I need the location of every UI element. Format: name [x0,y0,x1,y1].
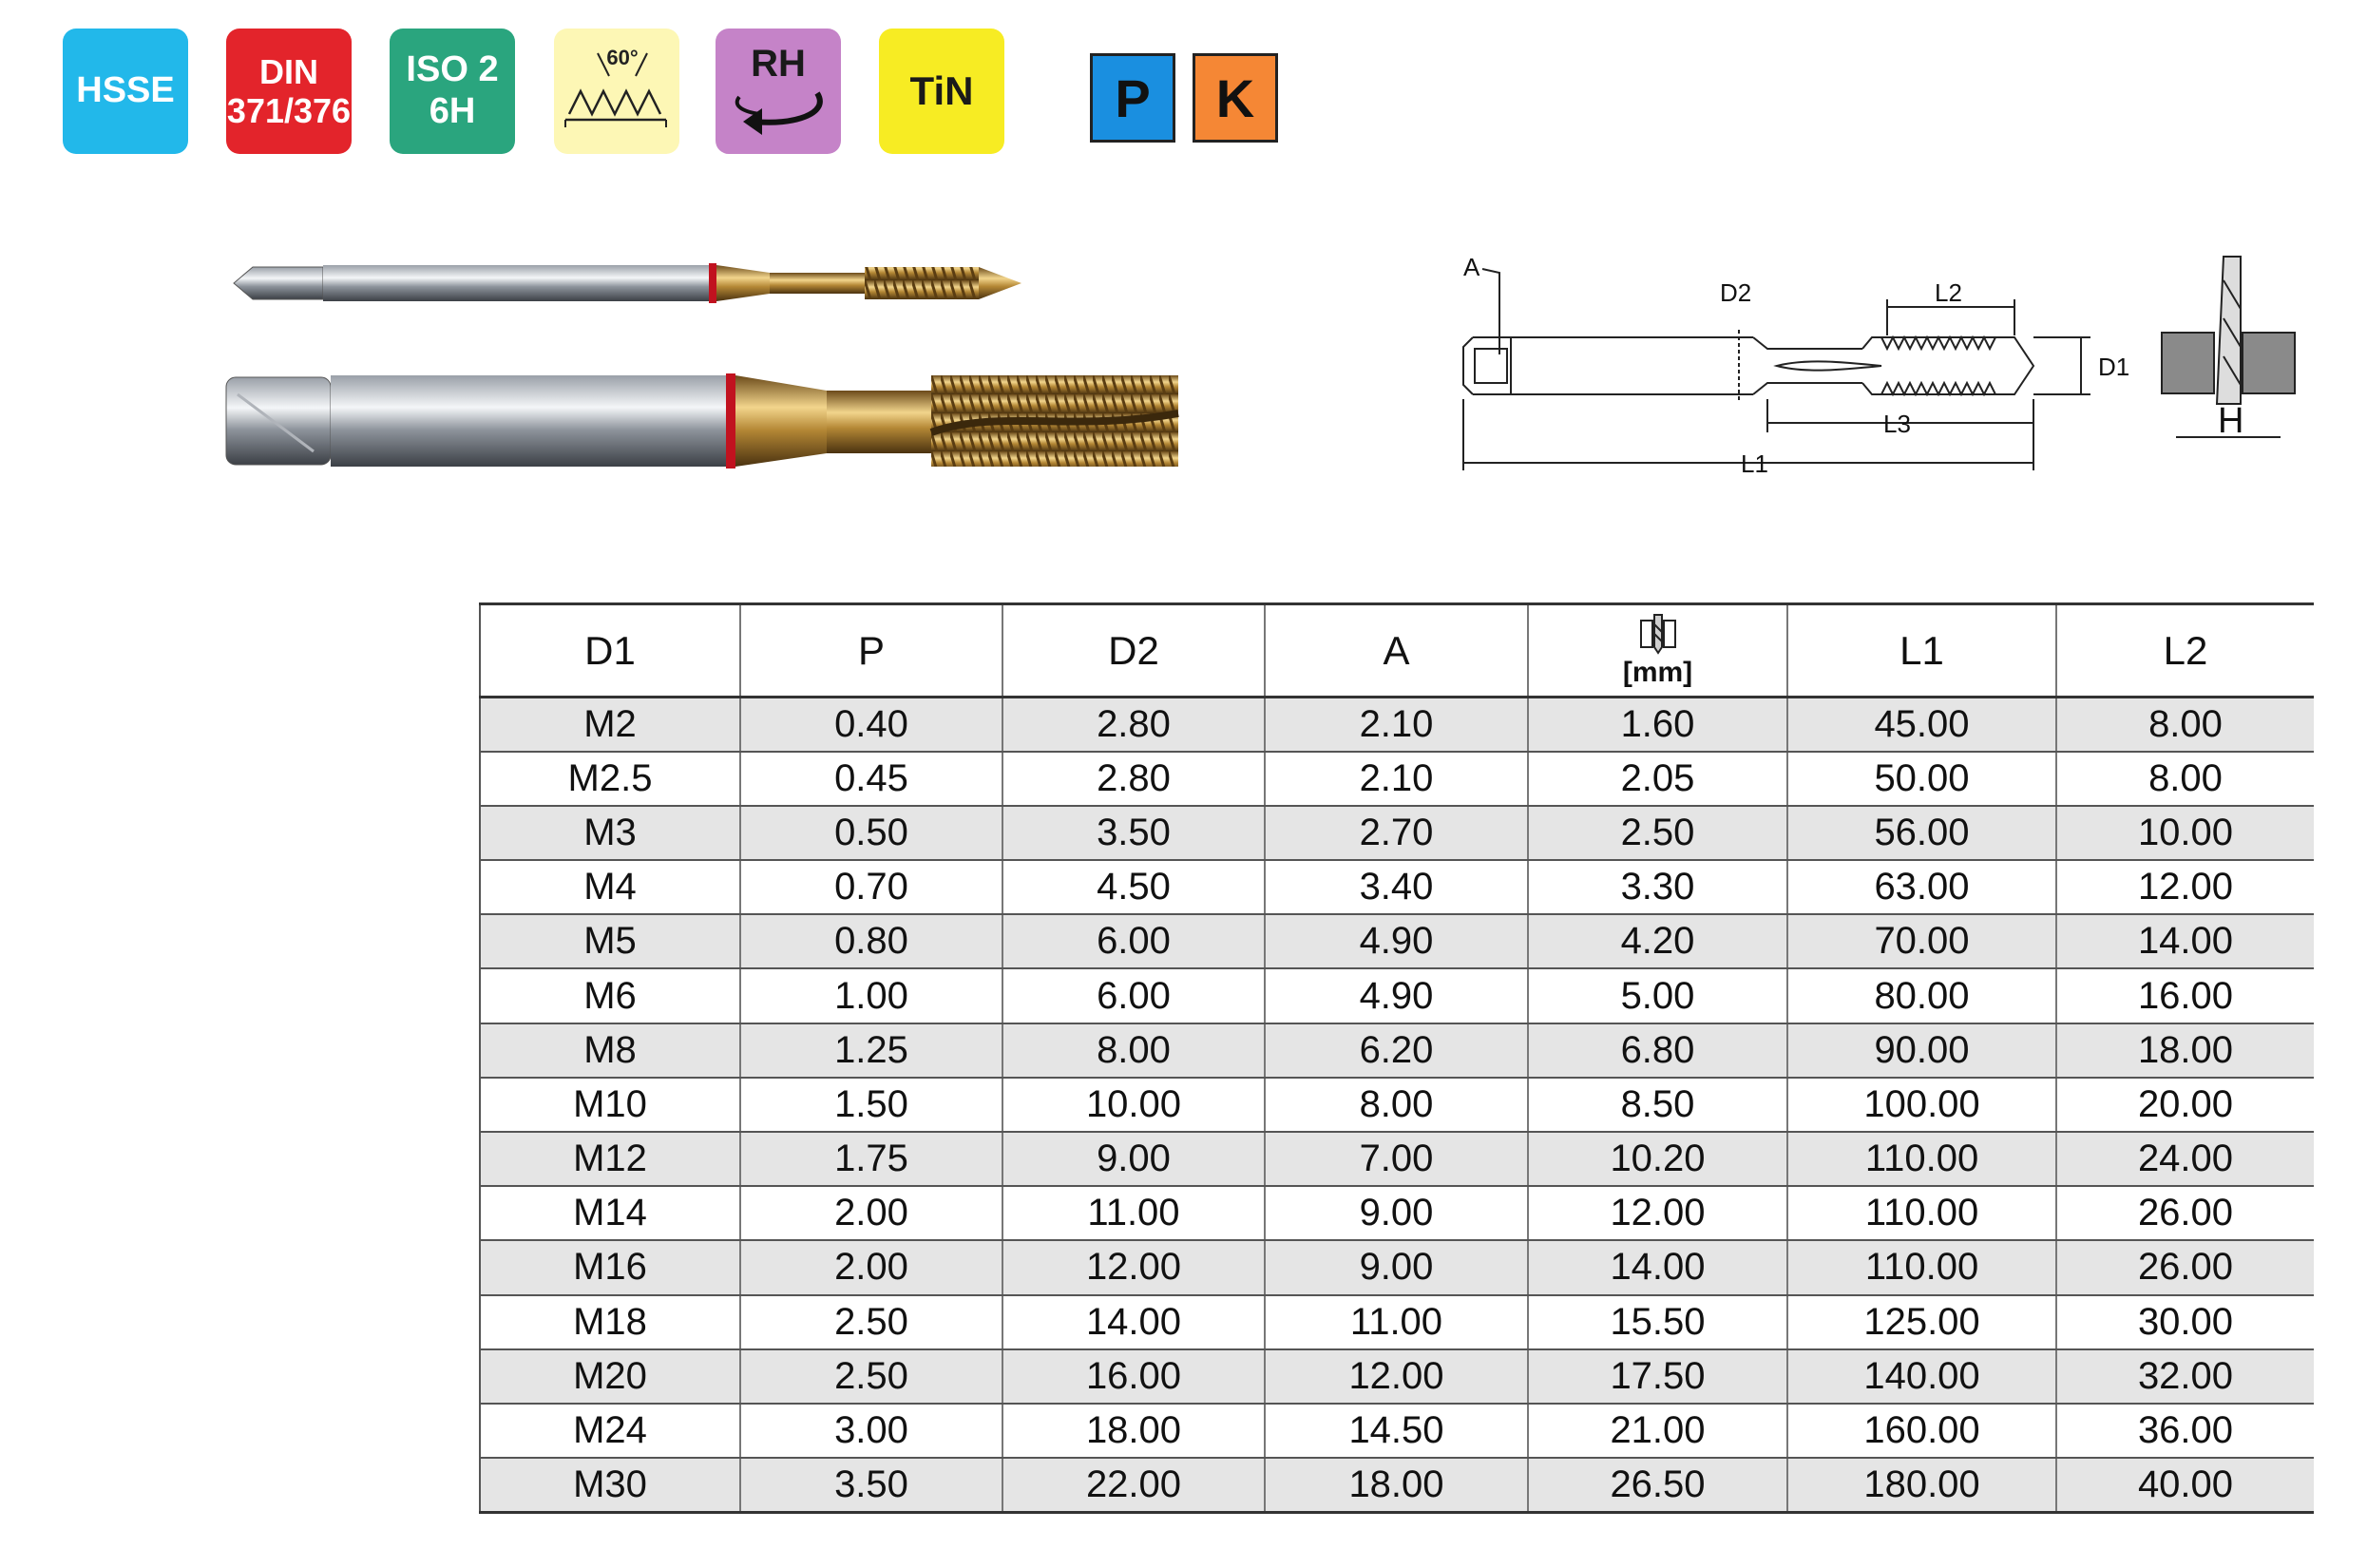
cell-l1: 90.00 [1787,1023,2056,1078]
cell-l2: 26.00 [2056,1240,2314,1294]
cell-a: 6.20 [1265,1023,1528,1078]
cell-d2: 3.50 [1002,806,1265,860]
dim-label-a: A [1463,253,1480,281]
thread-angle-label: 60° [606,46,639,69]
table-row [480,1404,2314,1458]
cell-drill-size: 12.00 [1528,1186,1787,1240]
cell-d2: 6.00 [1002,968,1265,1023]
cell-drill-size: 15.50 [1528,1295,1787,1349]
cell-drill-size: 1.60 [1528,698,1787,752]
dim-label-d1: D1 [2098,353,2130,381]
cell-p: 3.50 [740,1458,1002,1512]
cell-l1: 110.00 [1787,1186,2056,1240]
dim-label-h: H [2218,401,2244,441]
table-row [480,752,2314,806]
cell-drill-size: 26.50 [1528,1458,1787,1512]
cell-a: 9.00 [1265,1186,1528,1240]
cell-drill-size: 6.80 [1528,1023,1787,1078]
coating-label: TiN [909,67,974,113]
cell-d2: 2.80 [1002,752,1265,806]
cell-d1: M8 [480,1023,740,1078]
table-row [480,1349,2314,1404]
dim-label-l1: L1 [1741,449,1768,478]
cell-d2: 2.80 [1002,698,1265,752]
cell-drill-size: 10.20 [1528,1132,1787,1186]
cell-a: 4.90 [1265,968,1528,1023]
cell-a: 3.40 [1265,860,1528,914]
material-k-badge [1193,53,1278,143]
cell-p: 0.80 [740,914,1002,968]
table-row [480,1132,2314,1186]
drill-size-unit: [mm] [1622,656,1693,688]
cell-d1: M2.5 [480,752,740,806]
dim-label-l3: L3 [1883,410,1911,438]
table-row [480,914,2314,968]
hsse-label: HSSE [76,70,175,111]
cell-a: 8.00 [1265,1078,1528,1132]
cell-a: 14.50 [1265,1404,1528,1458]
drill-size-header [1529,613,1786,689]
table-row [480,1458,2314,1512]
cell-p: 2.00 [740,1240,1002,1294]
header-drill-size [1528,604,1787,698]
cell-d1: M4 [480,860,740,914]
table-row [480,1295,2314,1349]
iso-label: ISO 2 [406,49,499,90]
material-k-label: K [1215,67,1255,128]
cell-d2: 10.00 [1002,1078,1265,1132]
right-hand-rotation-badge [716,29,841,154]
table-row [480,806,2314,860]
cell-l2: 32.00 [2056,1349,2314,1404]
cell-l2: 36.00 [2056,1404,2314,1458]
cell-l1: 80.00 [1787,968,2056,1023]
cell-d1: M3 [480,806,740,860]
cell-d2: 18.00 [1002,1404,1265,1458]
cell-p: 1.75 [740,1132,1002,1186]
cell-l2: 8.00 [2056,698,2314,752]
cell-l2: 18.00 [2056,1023,2314,1078]
cell-l1: 110.00 [1787,1240,2056,1294]
cell-drill-size: 5.00 [1528,968,1787,1023]
cell-d1: M10 [480,1078,740,1132]
cell-l2: 8.00 [2056,752,2314,806]
header-l1: L1 [1787,604,2056,698]
cell-l2: 12.00 [2056,860,2314,914]
cell-p: 1.25 [740,1023,1002,1078]
cell-d2: 11.00 [1002,1186,1265,1240]
cell-d2: 16.00 [1002,1349,1265,1404]
cell-p: 0.40 [740,698,1002,752]
cell-d2: 6.00 [1002,914,1265,968]
cell-l1: 100.00 [1787,1078,2056,1132]
cell-d1: M16 [480,1240,740,1294]
header-p: P [740,604,1002,698]
thread-angle-badge [554,29,679,154]
cell-p: 0.70 [740,860,1002,914]
cell-l1: 45.00 [1787,698,2056,752]
cell-a: 12.00 [1265,1349,1528,1404]
din-number-label: 371/376 [226,91,352,130]
cell-l2: 20.00 [2056,1078,2314,1132]
cell-l2: 16.00 [2056,968,2314,1023]
cell-a: 4.90 [1265,914,1528,968]
cell-a: 2.10 [1265,698,1528,752]
cell-l1: 160.00 [1787,1404,2056,1458]
cell-p: 2.00 [740,1186,1002,1240]
thread-profile-icon [554,29,679,154]
cell-drill-size: 3.30 [1528,860,1787,914]
cell-l2: 26.00 [2056,1186,2314,1240]
dim-label-d2: D2 [1720,278,1752,307]
cell-d2: 12.00 [1002,1240,1265,1294]
cell-d2: 8.00 [1002,1023,1265,1078]
cell-drill-size: 4.20 [1528,914,1787,968]
cell-d1: M30 [480,1458,740,1512]
cell-drill-size: 17.50 [1528,1349,1787,1404]
cell-d2: 14.00 [1002,1295,1265,1349]
rotation-arrow-icon [726,86,830,143]
cell-l1: 70.00 [1787,914,2056,968]
cell-a: 2.10 [1265,752,1528,806]
tin-coating-badge [879,29,1004,154]
cell-d1: M6 [480,968,740,1023]
cell-l1: 50.00 [1787,752,2056,806]
cell-p: 1.50 [740,1078,1002,1132]
cell-p: 1.00 [740,968,1002,1023]
tap-dimension-drawing [1425,242,2328,489]
cell-drill-size: 21.00 [1528,1404,1787,1458]
rotation-label: RH [751,43,806,85]
table-row [480,860,2314,914]
cell-p: 3.00 [740,1404,1002,1458]
header-a: A [1265,604,1528,698]
cell-a: 2.70 [1265,806,1528,860]
cell-drill-size: 2.05 [1528,752,1787,806]
cell-l1: 63.00 [1787,860,2056,914]
cell-l1: 180.00 [1787,1458,2056,1512]
cell-l2: 24.00 [2056,1132,2314,1186]
cell-a: 11.00 [1265,1295,1528,1349]
table-row [480,698,2314,752]
cell-d2: 22.00 [1002,1458,1265,1512]
cell-a: 7.00 [1265,1132,1528,1186]
cell-l2: 14.00 [2056,914,2314,968]
cell-l1: 110.00 [1787,1132,2056,1186]
cell-l2: 40.00 [2056,1458,2314,1512]
header-row [480,604,2314,698]
table-header [480,604,2314,698]
cell-l1: 56.00 [1787,806,2056,860]
cell-p: 0.50 [740,806,1002,860]
cell-d1: M18 [480,1295,740,1349]
cell-d1: M12 [480,1132,740,1186]
cell-d2: 4.50 [1002,860,1265,914]
drill-bit-icon [1637,613,1679,655]
din-standard-badge [226,29,352,154]
table-row [480,1078,2314,1132]
material-p-badge [1090,53,1175,143]
cell-d1: M24 [480,1404,740,1458]
cell-p: 0.45 [740,752,1002,806]
cell-drill-size: 14.00 [1528,1240,1787,1294]
dim-label-l2: L2 [1935,278,1962,307]
table-row [480,1023,2314,1078]
cell-drill-size: 2.50 [1528,806,1787,860]
hsse-badge [63,29,188,154]
cell-d1: M5 [480,914,740,968]
cell-a: 18.00 [1265,1458,1528,1512]
cell-d1: M14 [480,1186,740,1240]
cell-l2: 30.00 [2056,1295,2314,1349]
table-row [480,968,2314,1023]
table-row [480,1186,2314,1240]
tap-specification-table [479,602,2314,1514]
iso-class-label: 6H [429,91,476,131]
cell-l2: 10.00 [2056,806,2314,860]
cell-p: 2.50 [740,1295,1002,1349]
cell-drill-size: 8.50 [1528,1078,1787,1132]
din-label: DIN [259,51,318,91]
spiral-point-tap-photo [219,242,1188,480]
header-d1: D1 [480,604,740,698]
cell-a: 9.00 [1265,1240,1528,1294]
header-d2: D2 [1002,604,1265,698]
cell-l1: 140.00 [1787,1349,2056,1404]
cell-d2: 9.00 [1002,1132,1265,1186]
table-body [480,698,2314,1513]
material-p-label: P [1115,67,1151,128]
header-l2: L2 [2056,604,2314,698]
cell-d1: M2 [480,698,740,752]
cell-l1: 125.00 [1787,1295,2056,1349]
cell-d1: M20 [480,1349,740,1404]
cell-p: 2.50 [740,1349,1002,1404]
table-row [480,1240,2314,1294]
iso-tolerance-badge [390,29,515,154]
